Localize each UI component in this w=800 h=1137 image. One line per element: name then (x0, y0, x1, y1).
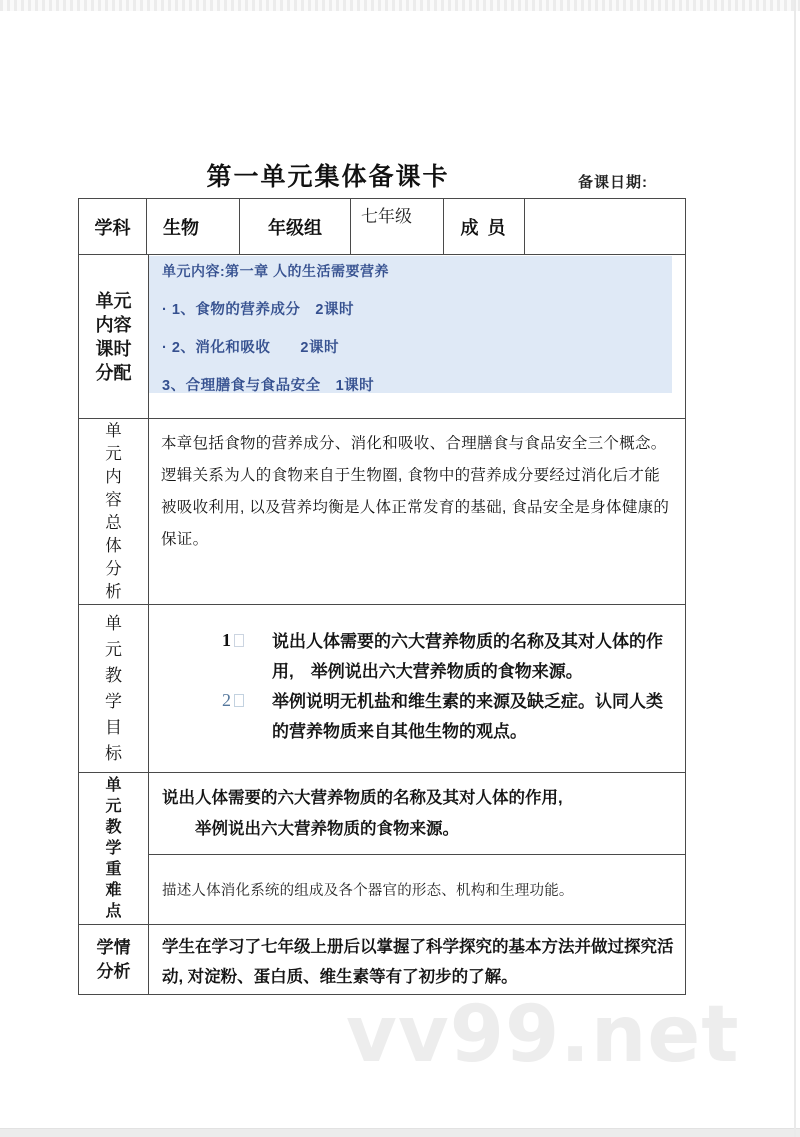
allocation-content-cell (149, 255, 685, 418)
missing-glyph-box (234, 694, 244, 707)
objective-text: 说出人体需要的六大营养物质的名称及其对人体的作用, 举例说出六大营养物质的食物来源。 (272, 632, 663, 681)
learning-row-label: 学情分析 (96, 937, 131, 981)
allocation-item: · 1、食物的营养成分 2课时 (162, 302, 354, 318)
page-right-edge (794, 0, 796, 1137)
row-overall-analysis (79, 418, 685, 604)
grade-group-label: 年级组 (239, 199, 350, 254)
subject-value: 生物 (146, 199, 239, 254)
lesson-prep-table (78, 198, 686, 995)
learning-analysis-text: 学生在学习了七年级上册后以掌握了科学探究的基本方法并做过探究活动, 对淀粉、蛋白质、维生素等有了初步的了解。 (162, 938, 674, 986)
objective-number: 2 (222, 690, 231, 710)
overall-content-cell (149, 419, 685, 604)
objective-number-column (222, 627, 272, 651)
members-value (524, 199, 685, 254)
table-header-row (79, 199, 685, 254)
allocation-item: 3、合理膳食与食品安全 1课时 (162, 378, 375, 394)
unit-content-highlight-box (149, 256, 672, 393)
objective-number: 1 (222, 630, 231, 650)
allocation-row-label-cell (79, 255, 149, 418)
unit-content-title: 单元内容:第一章 人的生活需要营养 (162, 263, 390, 279)
learning-content-cell (149, 925, 685, 994)
objectives-content-cell (149, 605, 685, 772)
keypoints-content-cell (149, 773, 685, 924)
row-key-difficult-points (79, 772, 685, 924)
keypoints-lower-cell: 描述人体消化系统的组成及各个器官的形态、机构和生理功能。 (162, 883, 574, 899)
overall-analysis-text: 本章包括食物的营养成分、消化和吸收、合理膳食与食品安全三个概念。逻辑关系为人的食物来自于生物圈, 食物中的营养成分要经过消化后才能被吸收利用, 以及营养均衡是人体正常发育的基础, 食品安全是身体健康的保证。 (161, 435, 670, 548)
overall-row-label: 单元内容总体分析 (105, 421, 122, 601)
missing-glyph-box (234, 634, 244, 647)
prep-date-label: 备课日期: (578, 174, 648, 191)
row-learning-analysis (79, 924, 685, 994)
keypoints-line1: 说出人体需要的六大营养物质的名称及其对人体的作用, (162, 789, 563, 807)
grade-group-value: 七年级 (350, 199, 443, 254)
subject-label: 学科 (94, 217, 131, 238)
objective-number-column (222, 687, 272, 711)
page-top-edge (0, 0, 800, 11)
keypoints-upper-cell (149, 773, 685, 855)
watermark-text: vv99.net (346, 990, 740, 1080)
allocation-row-label: 单元内容课时分配 (95, 290, 132, 383)
objective-item (222, 687, 669, 747)
allocation-item: · 2、消化和吸收 2课时 (162, 340, 339, 356)
keypoints-row-label: 单元教学重难点 (105, 777, 122, 920)
members-label: 成 员 (443, 199, 524, 254)
objectives-row-label-cell (79, 605, 149, 772)
keypoints-line2: 举例说出六大营养物质的食物来源。 (195, 820, 459, 838)
objective-text: 举例说明无机盐和维生素的来源及缺乏症。认同人类的营养物质来自其他生物的观点。 (272, 692, 663, 741)
objectives-list (149, 605, 685, 747)
page-title: 第一单元集体备课卡 (206, 163, 450, 191)
objective-item (222, 627, 669, 687)
overall-row-label-cell (79, 419, 149, 604)
learning-row-label-cell (79, 925, 149, 994)
page-bottom-edge (0, 1128, 800, 1137)
keypoints-row-label-cell (79, 773, 149, 924)
objectives-row-label: 单元教学目标 (105, 613, 122, 763)
row-unit-content-allocation (79, 254, 685, 418)
row-teaching-objectives (79, 604, 685, 772)
